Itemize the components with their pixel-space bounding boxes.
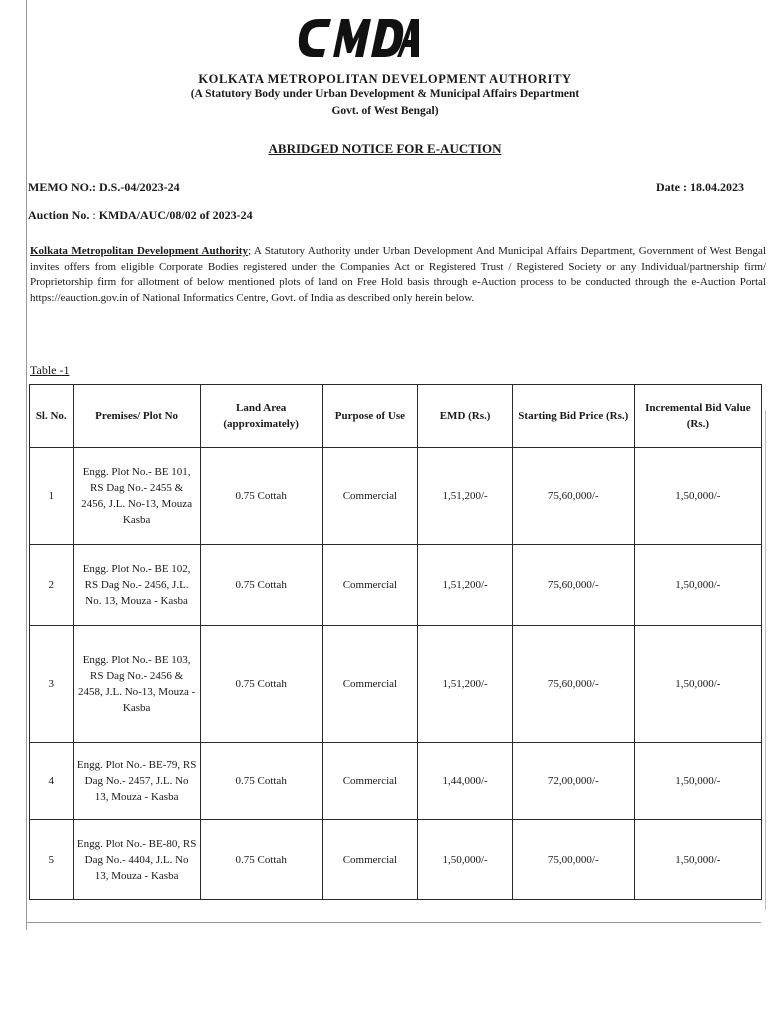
cell-increment: 1,50,000/- — [634, 743, 761, 820]
table-row — [30, 545, 762, 626]
memo-value: D.S.-04/2023-24 — [99, 180, 180, 194]
plots-table — [29, 384, 762, 900]
notice-date — [656, 180, 744, 195]
cell-area: 0.75 Cottah — [200, 820, 322, 900]
memo-number — [28, 180, 180, 195]
cell-premises: Engg. Plot No.- BE 101, RS Dag No.- 2455 & 2456, J.L. No-13, Mouza Kasba — [73, 448, 200, 545]
cell-sl: 3 — [30, 626, 74, 743]
auction-label: Auction No. — [28, 208, 90, 222]
cell-emd: 1,51,200/- — [418, 545, 513, 626]
col-header-purpose: Purpose of Use — [322, 385, 418, 448]
table-row — [30, 743, 762, 820]
cell-sl: 2 — [30, 545, 74, 626]
col-header-emd: EMD (Rs.) — [418, 385, 513, 448]
table-label: Table -1 — [30, 363, 70, 377]
cmda-logo — [297, 15, 421, 61]
org-name: KOLKATA METROPOLITAN DEVELOPMENT AUTHORITY — [198, 72, 572, 86]
col-header-sl: Sl. No. — [30, 385, 74, 448]
cell-purpose: Commercial — [322, 626, 418, 743]
cell-increment: 1,50,000/- — [634, 448, 761, 545]
cell-price: 75,60,000/- — [512, 448, 634, 545]
notice-paragraph — [30, 244, 766, 306]
table-row — [30, 626, 762, 743]
paragraph-org: Kolkata Metropolitan Development Authority — [30, 245, 248, 257]
table-row — [30, 820, 762, 900]
cell-increment: 1,50,000/- — [634, 545, 761, 626]
scan-right-border — [765, 410, 766, 910]
cell-emd: 1,51,200/- — [418, 448, 513, 545]
cell-premises: Engg. Plot No.- BE 102, RS Dag No.- 2456, J.L. No. 13, Mouza - Kasba — [73, 545, 200, 626]
cell-sl: 5 — [30, 820, 74, 900]
cell-premises: Engg. Plot No.- BE-79, RS Dag No.- 2457, J.L. No 13, Mouza - Kasba — [73, 743, 200, 820]
cell-price: 75,60,000/- — [512, 626, 634, 743]
auction-sep: : — [92, 208, 99, 222]
cell-purpose: Commercial — [322, 743, 418, 820]
statutory-line: (A Statutory Body under Urban Development & Municipal Affairs Department — [190, 88, 580, 100]
scan-left-border — [26, 0, 27, 930]
cell-area: 0.75 Cottah — [200, 743, 322, 820]
cell-emd: 1,50,000/- — [418, 820, 513, 900]
date-label: Date : — [656, 180, 687, 194]
col-header-price: Starting Bid Price (Rs.) — [512, 385, 634, 448]
cell-sl: 4 — [30, 743, 74, 820]
cell-premises: Engg. Plot No.- BE-80, RS Dag No.- 4404, J.L. No 13, Mouza - Kasba — [73, 820, 200, 900]
date-value: 18.04.2023 — [690, 180, 744, 194]
cell-increment: 1,50,000/- — [634, 626, 761, 743]
cell-purpose: Commercial — [322, 820, 418, 900]
cell-price: 75,60,000/- — [512, 545, 634, 626]
col-header-premises: Premises/ Plot No — [73, 385, 200, 448]
col-header-increment: Incremental Bid Value (Rs.) — [634, 385, 761, 448]
cell-area: 0.75 Cottah — [200, 545, 322, 626]
cell-area: 0.75 Cottah — [200, 626, 322, 743]
cell-price: 72,00,000/- — [512, 743, 634, 820]
cell-emd: 1,44,000/- — [418, 743, 513, 820]
cell-purpose: Commercial — [322, 448, 418, 545]
cell-emd: 1,51,200/- — [418, 626, 513, 743]
cell-premises: Engg. Plot No.- BE 103, RS Dag No.- 2456 & 2458, J.L. No-13, Mouza - Kasba — [73, 626, 200, 743]
cell-sl: 1 — [30, 448, 74, 545]
table-row — [30, 448, 762, 545]
scan-bottom-border — [26, 922, 761, 923]
cell-area: 0.75 Cottah — [200, 448, 322, 545]
cell-purpose: Commercial — [322, 545, 418, 626]
memo-label: MEMO NO.: — [28, 180, 96, 194]
table-header-row — [30, 385, 762, 448]
cell-increment: 1,50,000/- — [634, 820, 761, 900]
notice-title: ABRIDGED NOTICE FOR E-AUCTION — [268, 141, 502, 156]
col-header-area: Land Area (approximately) — [200, 385, 322, 448]
paragraph-text: ; A Statutory Authority under Urban Development And Municipal Affairs Department, Government of West Bengal invites offers from eligible Corporate Bodies registered under the Companies Act or Registered Trust / Registered Society or any Individual/partnership firm/ Proprietorship firm for allotment of below mentioned plots of land on Free Hold basis through e-Auction process to be conducted through the e-Auction Portal https://eauction.gov.in of National Informatics Centre, Govt. of India as described only herein below. — [30, 245, 766, 304]
auction-value: KMDA/AUC/08/02 of 2023-24 — [98, 208, 253, 222]
auction-number — [28, 208, 253, 223]
cell-price: 75,00,000/- — [512, 820, 634, 900]
govt-line: Govt. of West Bengal) — [331, 105, 439, 117]
